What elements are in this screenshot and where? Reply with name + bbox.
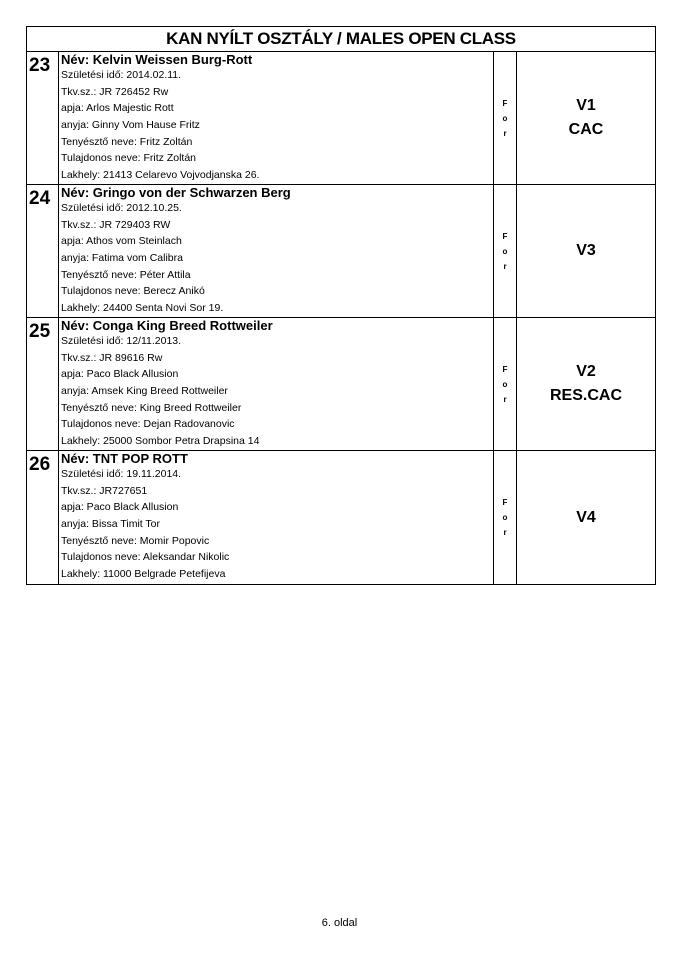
registration-number: Tkv.sz.: JR 726452 Rw bbox=[61, 85, 169, 98]
for-column bbox=[494, 318, 517, 450]
sire: apja: Paco Black Allusion bbox=[61, 501, 179, 514]
title-award: RES.CAC bbox=[549, 387, 622, 404]
for-letter: o bbox=[502, 513, 508, 522]
birth-date: Születési idő: 19.11.2014. bbox=[61, 468, 182, 480]
owner: Tulajdonos neve: Fritz Zoltán bbox=[61, 152, 197, 165]
for-letter: o bbox=[502, 246, 508, 256]
results-table bbox=[26, 26, 656, 585]
grade: V2 bbox=[576, 363, 596, 380]
registration-number: Tkv.sz.: JR727651 bbox=[61, 484, 148, 497]
address: Lakhely: 25000 Sombor Petra Drapsina 14 bbox=[61, 435, 260, 448]
title-award: CAC bbox=[568, 121, 604, 138]
catalog-number: 24 bbox=[27, 185, 59, 317]
result-cell bbox=[517, 185, 655, 317]
entry-row bbox=[27, 451, 655, 584]
grade: V1 bbox=[576, 97, 596, 114]
birth-date: Születési idő: 2012.10.25. bbox=[61, 202, 182, 214]
for-letter: F bbox=[502, 98, 508, 108]
catalog-number: 26 bbox=[27, 451, 59, 584]
owner: Tulajdonos neve: Berecz Anikó bbox=[61, 285, 205, 298]
dog-info bbox=[59, 451, 494, 584]
dam: anyja: Bissa Timit Tor bbox=[61, 518, 161, 531]
owner: Tulajdonos neve: Dejan Radovanovic bbox=[61, 418, 235, 431]
for-column bbox=[494, 52, 517, 184]
grade: V3 bbox=[576, 242, 596, 259]
dam: anyja: Ginny Vom Hause Fritz bbox=[61, 119, 200, 132]
for-column bbox=[494, 451, 517, 584]
result-cell bbox=[517, 52, 655, 184]
dog-name: Név: Kelvin Weissen Burg-Rott bbox=[61, 52, 253, 67]
entry-row bbox=[27, 318, 655, 451]
result-cell bbox=[517, 318, 655, 450]
sire: apja: Paco Black Allusion bbox=[61, 368, 179, 381]
dam: anyja: Amsek King Breed Rottweiler bbox=[61, 385, 228, 398]
for-letter: r bbox=[503, 261, 507, 271]
for-letter: F bbox=[502, 231, 508, 241]
address: Lakhely: 21413 Celarevo Vojvodjanska 26. bbox=[61, 169, 260, 182]
dog-info bbox=[59, 185, 494, 317]
for-letter: F bbox=[502, 498, 508, 507]
breeder: Tenyésztő neve: Péter Attila bbox=[61, 268, 191, 281]
dog-name: Név: TNT POP ROTT bbox=[61, 451, 188, 466]
page-title: KAN NYÍLT OSZTÁLY / MALES OPEN CLASS bbox=[27, 27, 655, 52]
sire: apja: Athos vom Steinlach bbox=[61, 235, 182, 248]
registration-number: Tkv.sz.: JR 89616 Rw bbox=[61, 351, 163, 364]
dog-name: Név: Conga King Breed Rottweiler bbox=[61, 318, 273, 333]
sire: apja: Arlos Majestic Rott bbox=[61, 102, 174, 115]
address: Lakhely: 24400 Senta Novi Sor 19. bbox=[61, 302, 224, 315]
for-letter: r bbox=[503, 528, 507, 537]
address: Lakhely: 11000 Belgrade Petefijeva bbox=[61, 568, 226, 581]
result-cell bbox=[517, 451, 655, 584]
birth-date: Születési idő: 2014.02.11. bbox=[61, 69, 182, 81]
grade: V4 bbox=[576, 508, 596, 526]
for-letter: F bbox=[502, 364, 508, 374]
catalog-number: 25 bbox=[27, 318, 59, 450]
catalog-number: 23 bbox=[27, 52, 59, 184]
breeder: Tenyésztő neve: Fritz Zoltán bbox=[61, 135, 193, 148]
for-column bbox=[494, 185, 517, 317]
for-letter: r bbox=[503, 128, 507, 138]
dog-info bbox=[59, 318, 494, 450]
breeder: Tenyésztő neve: Momir Popovic bbox=[61, 534, 210, 547]
for-letter: r bbox=[503, 394, 507, 404]
birth-date: Születési idő: 12/11.2013. bbox=[61, 335, 182, 347]
entry-row bbox=[27, 185, 655, 318]
entry-row bbox=[27, 52, 655, 185]
dam: anyja: Fatima vom Calibra bbox=[61, 252, 183, 265]
for-letter: o bbox=[502, 379, 508, 389]
owner: Tulajdonos neve: Aleksandar Nikolic bbox=[61, 551, 230, 564]
breeder: Tenyésztő neve: King Breed Rottweiler bbox=[61, 401, 242, 414]
page-number: 6. oldal bbox=[321, 917, 358, 929]
for-letter: o bbox=[502, 113, 508, 123]
dog-info bbox=[59, 52, 494, 184]
dog-name: Név: Gringo von der Schwarzen Berg bbox=[61, 185, 291, 200]
registration-number: Tkv.sz.: JR 729403 RW bbox=[61, 218, 171, 231]
